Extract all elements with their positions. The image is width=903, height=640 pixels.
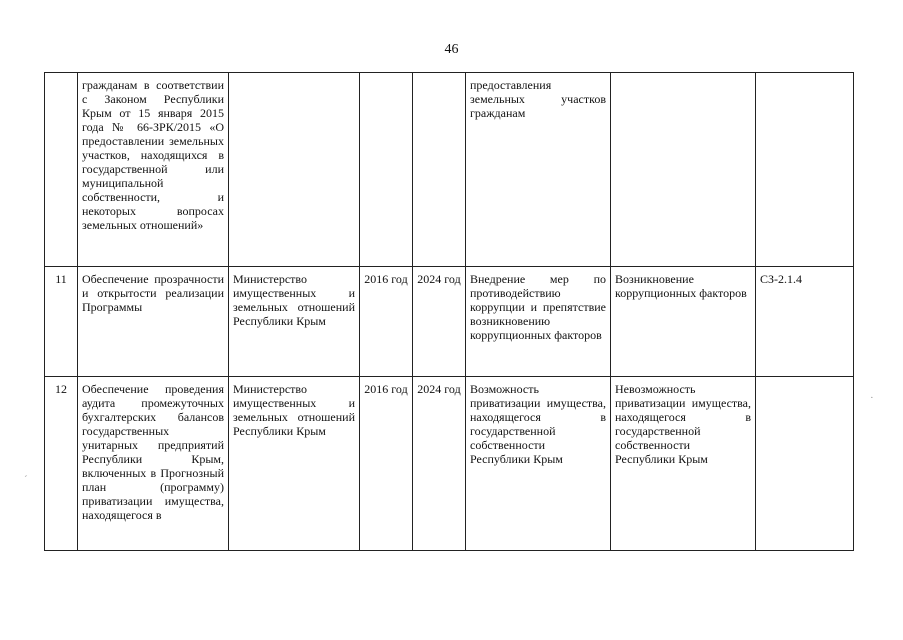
cell-expected-result: Внедрение мер по противодействию коррупции и препятствие возникновению коррупционных факторов [466,267,611,377]
cell-number: 12 [45,377,78,551]
cell-consequence: Возникновение коррупционных факторов [611,267,756,377]
scan-speck: · [870,392,874,404]
cell-executor: Министерство имущественных и земельных отношений Республики Крым [229,267,360,377]
cell-activity: Обеспечение прозрачности и открытости реализации Программы [78,267,229,377]
cell-end-year: 2024 год [413,267,466,377]
cell-end-year: 2024 год [413,377,466,551]
scan-speck: ´ [24,474,28,486]
cell-number [45,73,78,267]
cell-consequence [611,73,756,267]
cell-start-year [360,73,413,267]
program-activities-table [44,72,854,551]
table-row [45,377,854,551]
page-number: 46 [444,42,459,57]
cell-link [756,73,854,267]
table-row [45,73,854,267]
cell-link [756,377,854,551]
cell-start-year: 2016 год [360,377,413,551]
cell-start-year: 2016 год [360,267,413,377]
cell-number: 11 [45,267,78,377]
cell-executor: Министерство имущественных и земельных отношений Республики Крым [229,377,360,551]
cell-link: СЗ-2.1.4 [756,267,854,377]
cell-expected-result: Возможность приватизации имущества, находящегося в государственной собственности Республики Крым [466,377,611,551]
cell-activity: гражданам в соответствии с Законом Республики Крым от 15 января 2015 года № 66-ЗРК/2015 «О предоставлении земельных участков, находящихся в государственной или муниципальной собственности, и некоторых вопросах земельных отношений» [78,73,229,267]
cell-consequence: Невозможность приватизации имущества, находящегося в государственной собственности Республики Крым [611,377,756,551]
cell-executor [229,73,360,267]
table-row [45,267,854,377]
cell-activity: Обеспечение проведения аудита промежуточных бухгалтерских балансов государственных унитарных предприятий Республики Крым, включенных в Прогнозный план (программу) приватизации имущества, находящегося в [78,377,229,551]
cell-end-year [413,73,466,267]
cell-expected-result: предоставления земельных участков гражданам [466,73,611,267]
